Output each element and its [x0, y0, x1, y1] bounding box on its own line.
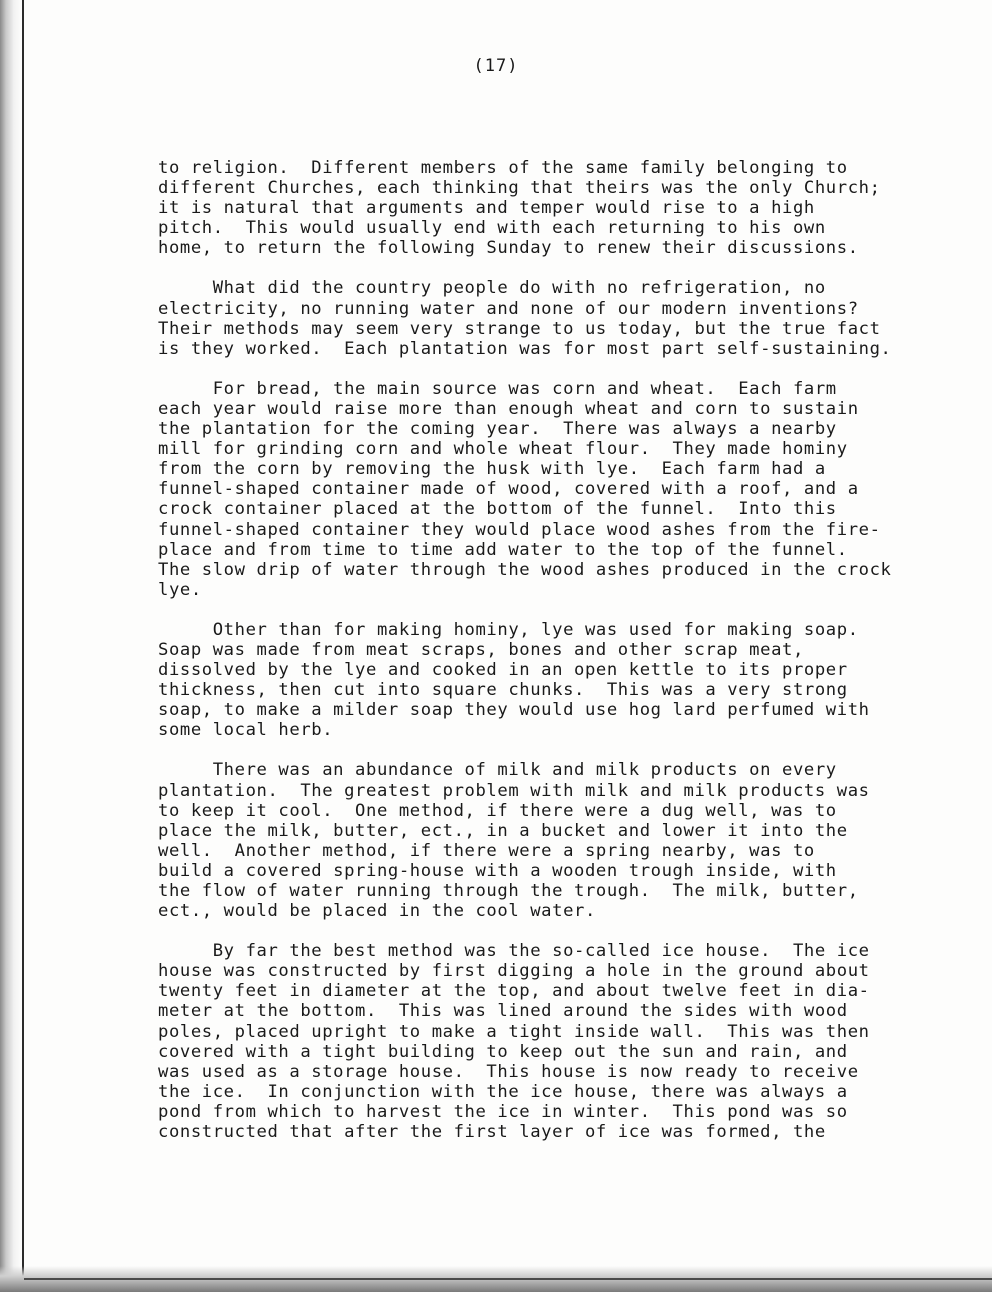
text-line: place the milk, butter, ect., in a bucket and lower it into the: [158, 820, 848, 841]
paragraph-1: [158, 158, 970, 258]
text-line: meter at the bottom. This was lined around the sides with wood: [158, 1001, 848, 1022]
text-line: plantation. The greatest problem with milk and milk products was: [158, 780, 870, 801]
text-line: the ice. In conjunction with the ice house, there was always a: [158, 1081, 848, 1102]
text-line: poles, placed upright to make a tight inside wall. This was then: [158, 1021, 870, 1042]
text-line: from the corn by removing the husk with lye. Each farm had a: [158, 459, 826, 480]
text-line: Other than for making hominy, lye was used for making soap.: [158, 619, 859, 640]
text-line: was used as a storage house. This house is now ready to receive: [158, 1061, 859, 1082]
paragraph-4: [158, 620, 970, 741]
text-line: pitch. This would usually end with each returning to his own: [158, 218, 826, 239]
text-line: build a covered spring-house with a wooden trough inside, with: [158, 860, 837, 881]
text-line: For bread, the main source was corn and wheat. Each farm: [158, 378, 837, 399]
text-line: thickness, then cut into square chunks. This was a very strong: [158, 680, 848, 701]
paragraph-5: [158, 760, 970, 921]
text-line: some local herb.: [158, 720, 334, 741]
text-line: What did the country people do with no refrigeration, no: [158, 278, 826, 299]
text-line: Soap was made from meat scraps, bones and other scrap meat,: [158, 639, 804, 660]
text-line: it is natural that arguments and temper would rise to a high: [158, 198, 815, 219]
text-line: constructed that after the first layer of ice was formed, the: [158, 1122, 826, 1143]
text-line: place and from time to time add water to the top of the funnel.: [158, 539, 848, 560]
text-line: covered with a tight building to keep out the sun and rain, and: [158, 1041, 848, 1062]
page-number: (17): [473, 56, 519, 76]
text-line: By far the best method was the so-called ice house. The ice: [158, 941, 870, 962]
text-line: each year would raise more than enough wheat and corn to sustain: [158, 398, 859, 419]
scan-left-edge-line: [22, 0, 24, 1292]
text-line: funnel-shaped container made of wood, covered with a roof, and a: [158, 479, 859, 500]
text-line: different Churches, each thinking that theirs was the only Church;: [158, 178, 881, 199]
text-line: The slow drip of water through the wood ashes produced in the crock: [158, 559, 892, 580]
text-line: well. Another method, if there were a spring nearby, was to: [158, 840, 815, 861]
paragraph-6: [158, 941, 970, 1142]
text-line: mill for grinding corn and whole wheat flour. They made hominy: [158, 439, 848, 460]
body-text: [158, 158, 970, 1162]
paragraph-2: [158, 278, 970, 358]
scan-bottom-edge-line: [24, 1278, 992, 1280]
text-line: There was an abundance of milk and milk products on every: [158, 760, 837, 781]
text-line: the flow of water running through the trough. The milk, butter,: [158, 881, 859, 901]
paragraph-3: [158, 379, 970, 600]
text-line: soap, to make a milder soap they would use hog lard perfumed with: [158, 700, 870, 721]
text-line: electricity, no running water and none of our modern inventions?: [158, 298, 859, 319]
text-line: is they worked. Each plantation was for most part self-sustaining.: [158, 338, 892, 359]
text-line: dissolved by the lye and cooked in an open kettle to its proper: [158, 660, 848, 681]
text-line: ect., would be placed in the cool water.: [158, 901, 596, 922]
text-line: funnel-shaped container they would place wood ashes from the fire-: [158, 519, 881, 540]
text-line: Their methods may seem very strange to us today, but the true fact: [158, 318, 881, 339]
text-line: lye.: [158, 579, 202, 600]
text-line: crock container placed at the bottom of the funnel. Into this: [158, 499, 837, 520]
text-line: to keep it cool. One method, if there were a dug well, was to: [158, 800, 837, 821]
text-line: pond from which to harvest the ice in winter. This pond was so: [158, 1101, 848, 1122]
text-line: house was constructed by first digging a hole in the ground about: [158, 961, 870, 982]
text-line: home, to return the following Sunday to renew their discussions.: [158, 238, 859, 259]
text-line: the plantation for the coming year. There was always a nearby: [158, 419, 837, 440]
scan-left-edge-shadow: [0, 0, 22, 1292]
text-line: twenty feet in diameter at the top, and about twelve feet in dia-: [158, 981, 870, 1002]
text-line: to religion. Different members of the same family belonging to: [158, 158, 848, 178]
